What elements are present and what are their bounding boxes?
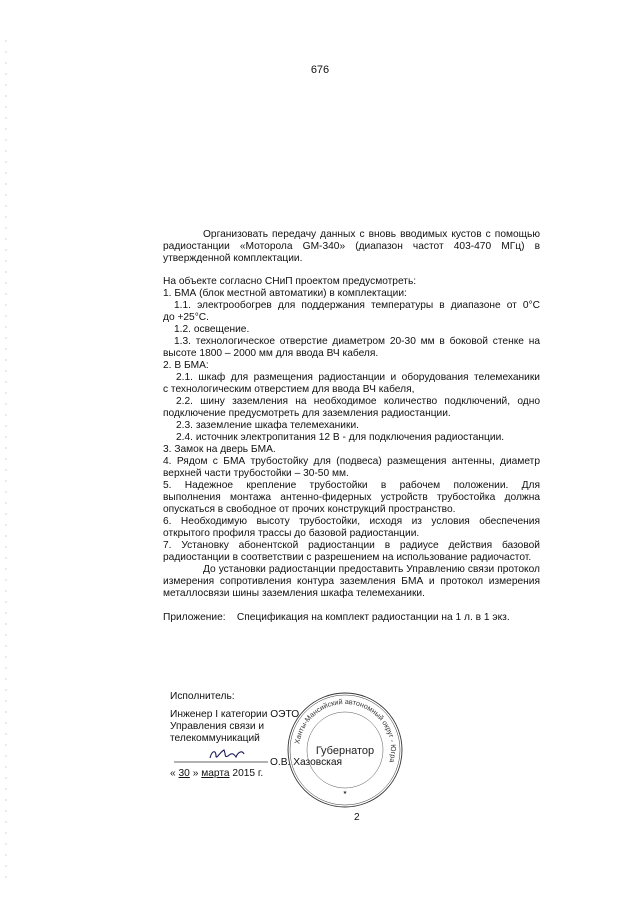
- body-line: 1.2. освещение.: [174, 324, 250, 335]
- page-number: 676: [310, 64, 330, 76]
- date-day: 30: [178, 768, 190, 779]
- body-line: 2.3. заземление шкафа телемеханики.: [176, 420, 359, 431]
- body-line: До установки радиостанции предоставить Управлению связи протокол: [203, 564, 540, 575]
- body-line: 1.1. электрообогрев для поддержания температуры в диапазоне от 0°С: [174, 300, 540, 311]
- body-line: 2. В БМА:: [163, 360, 209, 371]
- scan-edge-marks: [3, 0, 9, 905]
- executor-position: Инженер I категории ОЭТО: [170, 709, 300, 720]
- executor-position: Управления связи и: [170, 721, 265, 732]
- body-line: верхней части трубостойки – 30-50 мм.: [163, 468, 349, 479]
- signature: [172, 744, 272, 766]
- body-line: 2.1. шкаф для размещения радиостанции и оборудования телемеханики: [176, 372, 540, 383]
- date-quote-open: «: [170, 768, 176, 779]
- body-line: 4. Рядом с БМА трубостойку для (подвеса) размещения антенны, диаметр: [163, 456, 540, 467]
- stamp-center-text: Губернатор: [315, 745, 375, 757]
- attachment-line: Приложение: Спецификация на комплект радиостанции на 1 л. в 1 экз.: [163, 612, 510, 623]
- official-stamp: [285, 690, 405, 810]
- body-line: радиостанции в соответствии с разрешением на использование радиочастот.: [163, 552, 532, 563]
- body-line: 6. Необходимую высоту трубостойки, исходя из условия обеспечения: [163, 516, 540, 527]
- body-line: измерения сопротивления контура заземления БМА и протокол измерения: [163, 576, 540, 587]
- body-line: открытого профиля трассы до базовой радиостанции.: [163, 528, 420, 539]
- body-line: 1.3. технологическое отверстие диаметром 20-30 мм в боковой стенке на: [174, 336, 540, 347]
- executor-position: телекоммуникаций: [170, 733, 260, 744]
- body-line: с технологическим отверстием для ввода ВЧ кабеля,: [163, 384, 415, 395]
- body-line: 3. Замок на дверь БМА.: [163, 444, 276, 455]
- executor-label: Исполнитель:: [170, 691, 235, 702]
- body-line: 5. Надежное крепление трубостойки в рабочем положении. Для: [163, 480, 540, 491]
- sheet-number: 2: [354, 812, 360, 823]
- date-quote-close: »: [192, 768, 199, 779]
- intro-line-3: утвержденной комплектации.: [163, 253, 303, 264]
- executor-date: [170, 768, 263, 780]
- body-line: 2.2. шину заземления на необходимое количество подключений, одно: [176, 396, 540, 407]
- intro-line-1: Организовать передачу данных с вновь вводимых кустов с помощью: [203, 229, 540, 240]
- date-year: 2015 г.: [232, 768, 264, 779]
- intro-line-2: радиостанции «Моторола GM-340» (диапазон частот 403-470 МГц) в: [163, 241, 540, 252]
- stamp-arc-text: Ханты-Мансийский автономный округ - Югра: [292, 696, 399, 764]
- body-line: до +25°С.: [163, 312, 209, 323]
- body-line: металлосвязи шины заземления шкафа телемеханики.: [163, 588, 425, 599]
- executor-name: О.В. Хазовская: [270, 757, 343, 768]
- stamp-star-icon: ★: [342, 790, 348, 796]
- body-line: высоте 1800 – 2000 мм для ввода ВЧ кабеля.: [163, 348, 379, 359]
- body-line: опускаться в свободное от прочих конструкций пространство.: [163, 504, 456, 515]
- body-line: 1. БМА (блок местной автоматики) в комплектации:: [163, 288, 407, 299]
- body-line: выполнения монтажа антенно-фидерных устройств трубостойка должна: [163, 492, 540, 503]
- date-month: марта: [201, 768, 230, 779]
- body-line: 7. Установку абонентской радиостанции в радиусе действия базовой: [163, 540, 540, 551]
- body-line: подключение предусмотреть для заземления радиостанции.: [163, 408, 451, 419]
- body-line: 2.4. источник электропитания 12 В - для подключения радиостанции.: [176, 432, 505, 443]
- body-line: На объекте согласно СНиП проектом предусмотреть:: [163, 276, 417, 287]
